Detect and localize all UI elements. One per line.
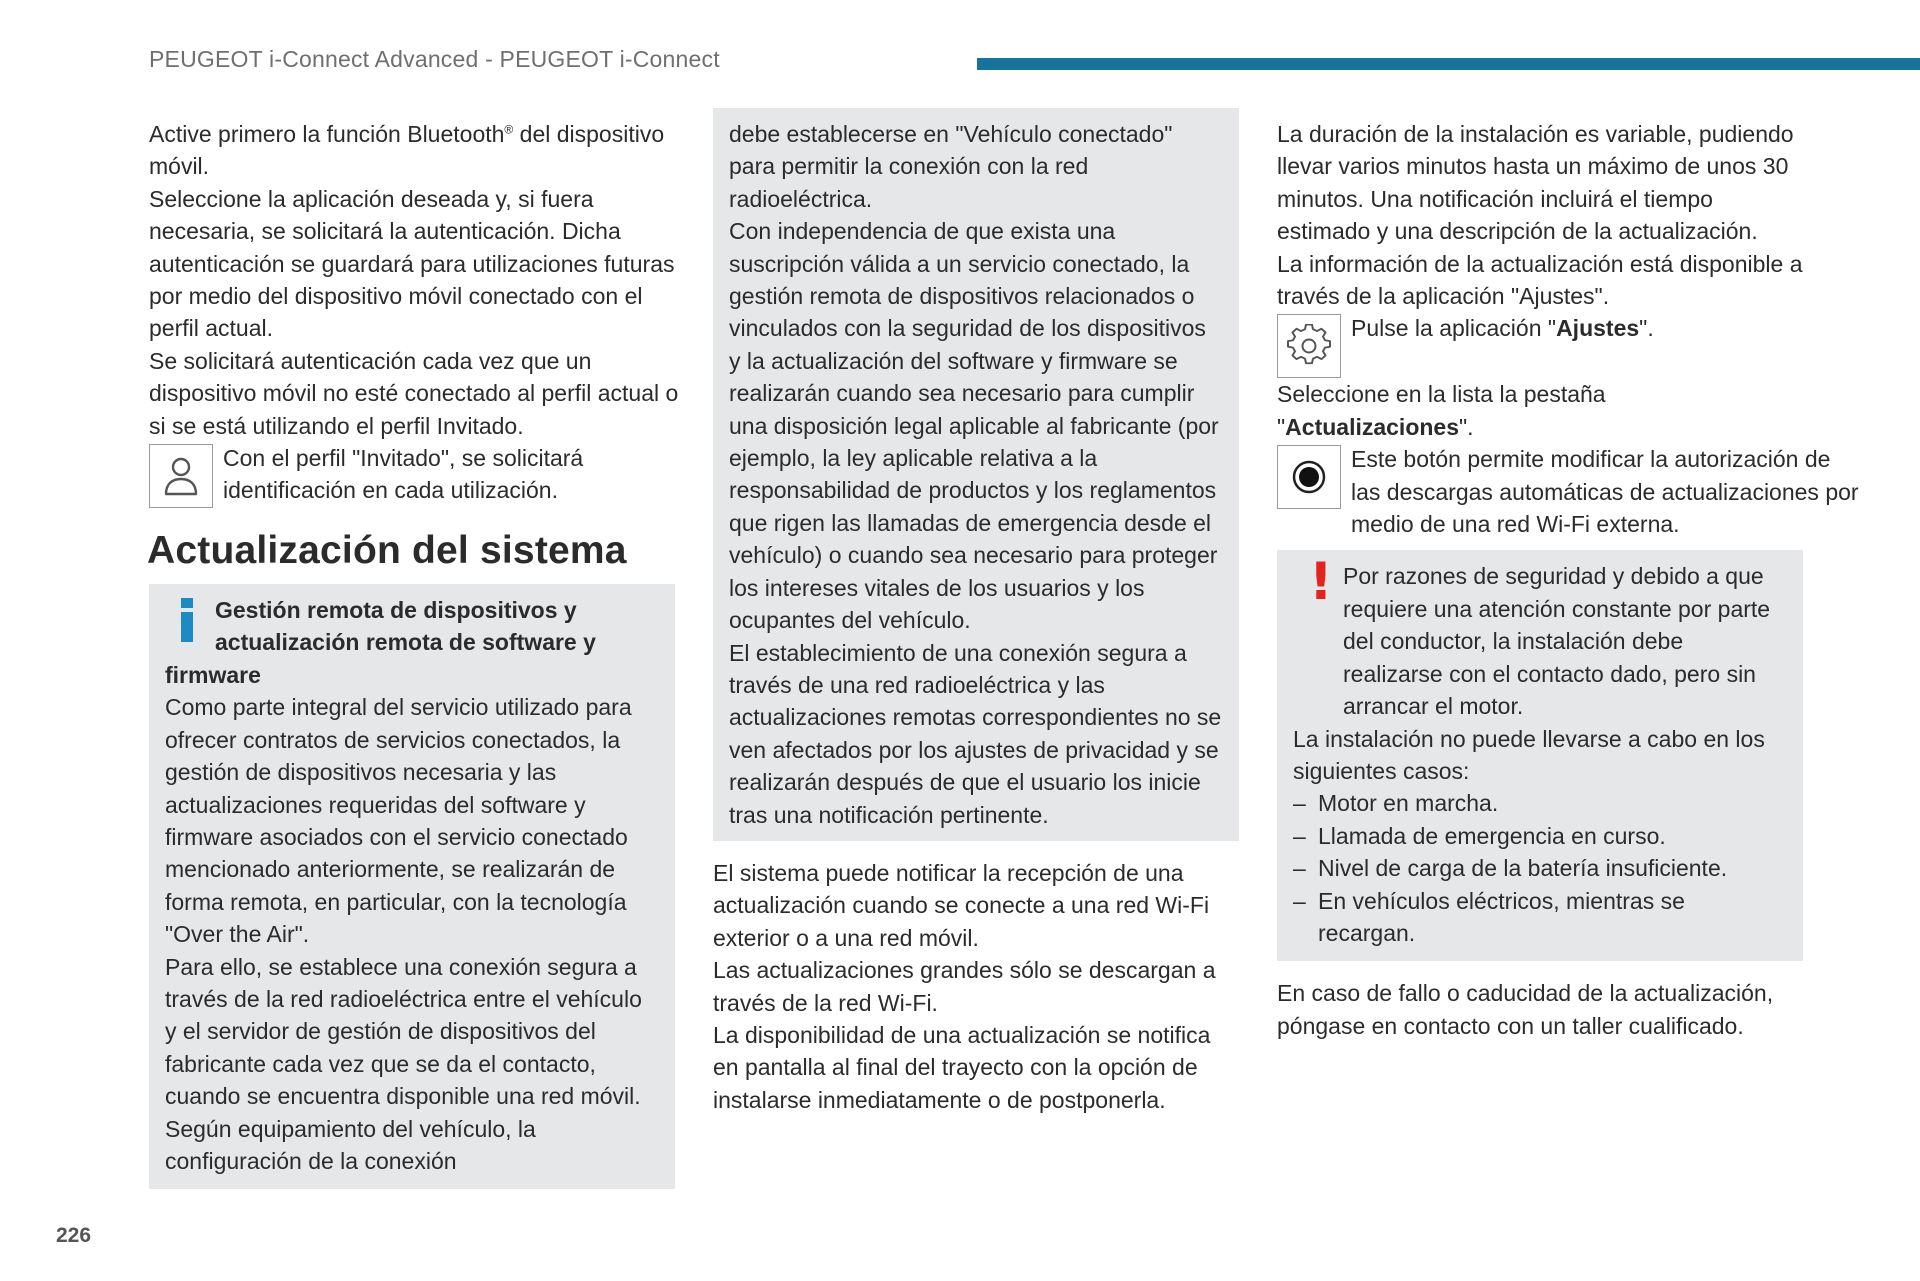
radio-toggle-icon (1277, 445, 1341, 509)
settings-gear-icon (1277, 314, 1341, 378)
section-title: Actualización del sistema (147, 529, 627, 573)
warning-box (1277, 550, 1803, 961)
info-box-title-continued: firmware (165, 661, 261, 688)
settings-instruction (1277, 312, 1805, 378)
column-1 (149, 118, 679, 1189)
update-notification-text (713, 857, 1239, 1116)
update-info-paragraph: La información de la actualización está disponible a través de la aplicación "Ajustes". (1277, 250, 1803, 310)
auto-download-note (1277, 443, 1859, 540)
notification-paragraph: El sistema puede notificar la recepción de una actualización cuando se conecte a una red Wi-Fi exterior o a una red móvil. (713, 859, 1210, 951)
warning-paragraph-2: La instalación no puede llevarse a cabo en los siguientes casos: (1293, 725, 1765, 784)
list-item: – Nivel de carga de la batería insuficiente. (1293, 852, 1787, 884)
failure-paragraph: En caso de fallo o caducidad de la actualización, póngase en contacto con un taller cualificado. (1277, 980, 1774, 1039)
info-box-continued (713, 108, 1239, 841)
list-item: – En vehículos eléctricos, mientras se recargan. (1293, 885, 1787, 950)
info-box (149, 584, 675, 1189)
legal-paragraph: Con independencia de que exista una suscripción válida a un servicio conectado, la gestión remota de dispositivos relacionados o vinculados con la seguridad de los dispositivos y la actualización del software y firmware se realizarán cuando sea necesario para cumplir una disposición legal aplicable al fabricante (por ejemplo, la ley aplicable relativa a la responsabilidad de productos y los reglamentos que rigen las llamadas de emergencia desde el vehículo) o cuando sea necesario para proteger los intereses vitales de los usuarios y los ocupantes del vehículo. (729, 218, 1219, 634)
list-item: – Motor en marcha. (1293, 787, 1787, 819)
privacy-paragraph: El establecimiento de una conexión segura a través de una red radioeléctrica y las actualizaciones remotas correspondientes no se ven afectados por los ajustes de privacidad y se realizarán después de que el usuario los inicie tras una notificación pertinente. (729, 639, 1222, 828)
bluetooth-text-end: del dispositivo móvil. (149, 121, 665, 180)
info-box-header (165, 594, 659, 659)
warning-exclamation-icon: ! (1309, 552, 1333, 613)
updates-tab-instruction: Seleccione en la lista la pestaña "Actualizaciones". (1277, 381, 1606, 440)
settings-app-name: Ajustes (1556, 315, 1640, 342)
authentication-paragraph: Seleccione la aplicación deseada y, si fuera necesaria, se solicitará la autenticación. Dicha autenticación se guardará para utilizaciones futuras por medio del dispositivo móvil conectado con el perfil actual. (149, 185, 675, 342)
authentication-required-paragraph: Se solicitará autenticación cada vez que un dispositivo móvil no esté conectado al perfil actual o si se está utilizando el perfil Invitado. (149, 347, 679, 439)
bluetooth-paragraph (149, 118, 679, 183)
updates-tab-name: Actualizaciones (1285, 413, 1460, 440)
guest-profile-text: Con el perfil "Invitado", se solicitará identificación en cada utilización. (223, 445, 584, 504)
auto-download-text: Este botón permite modificar la autorización de las descargas automáticas de actualizaciones por medio de una red Wi-Fi externa. (1351, 446, 1859, 538)
connection-setting-paragraph: debe establecerse en "Vehículo conectado" para permitir la conexión con la red radioeléctrica. (729, 121, 1173, 212)
warning-header (1293, 552, 1787, 722)
info-box-paragraph-2: Para ello, se establece una conexión segura a través de la red radioeléctrica entre el vehículo y el servidor de gestión de dispositivos del fabricante cada vez que se da el contacto, cuando se encuentra disponible una red móvil. Según equipamiento del vehículo, la configuración de la conexión (165, 953, 642, 1174)
list-item: – Llamada de emergencia en curso. (1293, 820, 1787, 852)
info-icon (175, 598, 199, 642)
settings-instruction-text: Pulse la aplicación "Ajustes". (1351, 315, 1654, 342)
column-2 (713, 108, 1239, 1116)
guest-profile-note (149, 442, 679, 508)
availability-paragraph: La disponibilidad de una actualización se notifica en pantalla al final del trayecto con la opción de instalarse inmediatamente o de postponerla. (713, 1021, 1211, 1113)
warning-paragraph-1: Por razones de seguridad y debido a que requiere una atención constante por parte del conductor, la instalación debe realizarse con el contacto dado, pero sin arrancar el motor. (1343, 563, 1771, 720)
registered-mark: ® (504, 122, 514, 137)
page-number: 226 (56, 1224, 92, 1247)
column-3 (1277, 118, 1859, 1042)
warning-list (1293, 787, 1787, 949)
info-box-title: Gestión remota de dispositivos y actualización remota de software y (215, 597, 596, 656)
header-accent-bar (977, 58, 1920, 70)
user-profile-icon (149, 444, 213, 508)
running-header-title: PEUGEOT i-Connect Advanced - PEUGEOT i-Connect (149, 46, 720, 72)
bluetooth-text: Active primero la función Bluetooth (149, 121, 505, 147)
info-box-paragraph-1: Como parte integral del servicio utilizado para ofrecer contratos de servicios conectados, la gestión de dispositivos necesaria y las actualizaciones requeridas del software y firmware asociados con el servicio conectado mencionado anteriormente, se realizarán de forma remota, en particular, con la tecnología "Over the Air". (165, 694, 632, 948)
installation-duration-paragraph: La duración de la instalación es variable, pudiendo llevar varios minutos hasta un máximo de unos 30 minutos. Una notificación incluirá el tiempo estimado y una descripción de la actualización. (1277, 121, 1794, 245)
wifi-download-paragraph: Las actualizaciones grandes sólo se descargan a través de la red Wi-Fi. (713, 957, 1216, 1016)
